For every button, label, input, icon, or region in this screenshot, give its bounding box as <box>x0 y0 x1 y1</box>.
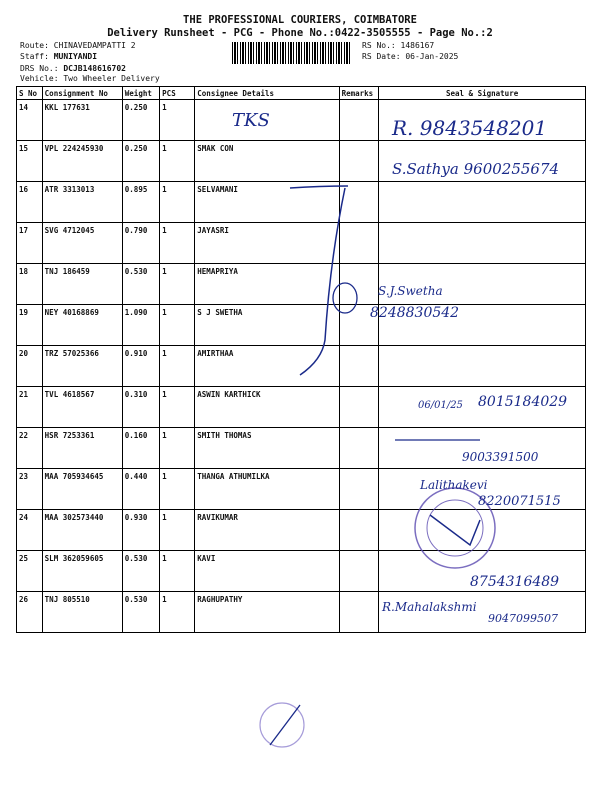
company-title: THE PROFESSIONAL COURIERS, COIMBATORE <box>183 14 417 26</box>
cell-consignee: RAVIKUMAR <box>195 510 339 551</box>
cell-weight: 0.160 <box>122 428 159 469</box>
drs-label: DRS No.: <box>20 64 64 73</box>
cell-consignment: SVG 4712045 <box>42 223 122 264</box>
handwritten-sig-21: 8015184029 <box>478 394 568 410</box>
cell-weight: 0.310 <box>122 387 159 428</box>
handwritten-sig-23b: 8220071515 <box>478 494 561 509</box>
col-signature: Seal & Signature <box>379 87 586 100</box>
runsheet-subtitle: Delivery Runsheet - PCG - Phone No.:0422-3505555 - Page No.:2 <box>107 27 493 39</box>
col-pcs: PCS <box>160 87 195 100</box>
cell-weight: 0.930 <box>122 510 159 551</box>
cell-weight: 0.530 <box>122 592 159 633</box>
rs-date: RS Date: 06-Jan-2025 <box>362 52 459 61</box>
cell-pcs: 1 <box>160 100 195 141</box>
handwritten-sig-19b: 8248830542 <box>370 305 460 321</box>
cell-sno: 21 <box>17 387 43 428</box>
handwritten-date-21: 06/01/25 <box>418 400 463 411</box>
cell-weight: 0.250 <box>122 100 159 141</box>
cell-sno: 14 <box>17 100 43 141</box>
rs-number: RS No.: 1486167 <box>362 41 435 50</box>
handwritten-sig-19a: S.J.Swetha <box>378 284 443 298</box>
handwritten-sig-25: 8754316489 <box>470 574 560 590</box>
cell-pcs: 1 <box>160 469 195 510</box>
handwritten-sig-22: 9003391500 <box>462 450 539 464</box>
cell-sno: 17 <box>17 223 43 264</box>
col-sno: S No <box>17 87 43 100</box>
cell-consignment: ATR 3313013 <box>42 182 122 223</box>
cell-consignment: MAA 705934645 <box>42 469 122 510</box>
cell-weight: 0.790 <box>122 223 159 264</box>
cell-sno: 25 <box>17 551 43 592</box>
cell-consignment: KKL 177631 <box>42 100 122 141</box>
cell-consignee: ASWIN KARTHICK <box>195 387 339 428</box>
cell-sno: 16 <box>17 182 43 223</box>
cell-consignment: TNJ 186459 <box>42 264 122 305</box>
cell-consignment: TRZ 57025366 <box>42 346 122 387</box>
cell-pcs: 1 <box>160 264 195 305</box>
cell-pcs: 1 <box>160 428 195 469</box>
drs-number: DCJB148616702 <box>63 64 126 73</box>
handwritten-sig-14: R. 9843548201 <box>392 116 548 140</box>
cell-consignee: AMIRTHAA <box>195 346 339 387</box>
handwritten-sig-26a: R.Mahalakshmi <box>382 600 477 614</box>
cell-weight: 0.895 <box>122 182 159 223</box>
cell-weight: 0.440 <box>122 469 159 510</box>
cell-sno: 24 <box>17 510 43 551</box>
cell-pcs: 1 <box>160 510 195 551</box>
cell-consignment: TVL 4618567 <box>42 387 122 428</box>
cell-consignee: THANGA ATHUMILKA <box>195 469 339 510</box>
col-weight: Weight <box>122 87 159 100</box>
cell-sno: 18 <box>17 264 43 305</box>
cell-consignee: HEMAPRIYA <box>195 264 339 305</box>
handwritten-sig-23a: Lalithakevi <box>420 478 488 492</box>
cell-weight: 0.910 <box>122 346 159 387</box>
cell-weight: 0.530 <box>122 551 159 592</box>
cell-consignment: NEY 40168869 <box>42 305 122 346</box>
vehicle-label: Vehicle: Two Wheeler Delivery <box>20 74 160 83</box>
staff-label: Staff: <box>20 52 54 61</box>
cell-sno: 20 <box>17 346 43 387</box>
cell-pcs: 1 <box>160 592 195 633</box>
staff-name: MUNIYANDI <box>53 52 98 61</box>
cell-consignment: MAA 302573440 <box>42 510 122 551</box>
cell-weight: 1.090 <box>122 305 159 346</box>
cell-consignment: HSR 7253361 <box>42 428 122 469</box>
cell-consignee: SELVAMANI <box>195 182 339 223</box>
cell-consignee: JAYASRI <box>195 223 339 264</box>
cell-sno: 19 <box>17 305 43 346</box>
cell-sno: 22 <box>17 428 43 469</box>
cell-consignee: S J SWETHA <box>195 305 339 346</box>
cell-pcs: 1 <box>160 223 195 264</box>
cell-pcs: 1 <box>160 346 195 387</box>
route-label: Route: CHINAVEDAMPATTI 2 <box>20 41 136 50</box>
cell-pcs: 1 <box>160 305 195 346</box>
cell-weight: 0.250 <box>122 141 159 182</box>
cell-consignee: SMAK CON <box>195 141 339 182</box>
handwritten-tks: TKS <box>232 110 270 131</box>
col-remarks: Remarks <box>339 87 379 100</box>
cell-consignee: KAVI <box>195 551 339 592</box>
handwritten-sig-26b: 9047099507 <box>488 612 558 625</box>
cell-pcs: 1 <box>160 182 195 223</box>
cell-consignment: VPL 224245930 <box>42 141 122 182</box>
cell-consignee: RAGHUPATHY <box>195 592 339 633</box>
cell-pcs: 1 <box>160 387 195 428</box>
cell-sno: 15 <box>17 141 43 182</box>
cell-consignee: SMITH THOMAS <box>195 428 339 469</box>
cell-weight: 0.530 <box>122 264 159 305</box>
handwritten-sig-15: S.Sathya 9600255674 <box>392 160 560 178</box>
col-consignment: Consignment No <box>42 87 122 100</box>
cell-sno: 23 <box>17 469 43 510</box>
cell-pcs: 1 <box>160 551 195 592</box>
col-consignee: Consignee Details <box>195 87 339 100</box>
cell-consignment: SLM 362059605 <box>42 551 122 592</box>
cell-pcs: 1 <box>160 141 195 182</box>
cell-sno: 26 <box>17 592 43 633</box>
cell-consignment: TNJ 805510 <box>42 592 122 633</box>
